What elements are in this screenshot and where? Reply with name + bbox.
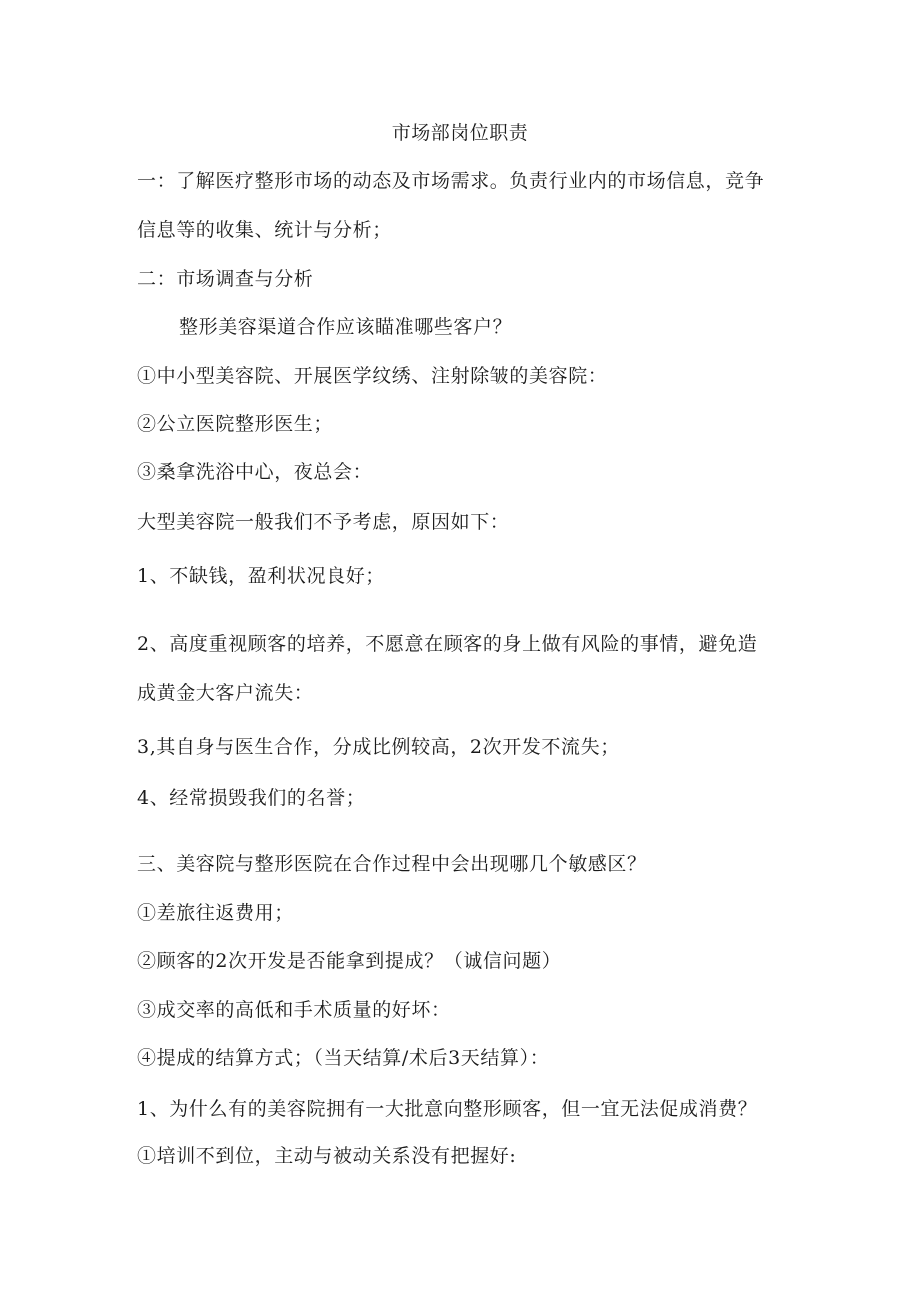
list-item: 2、高度重视顾客的培养，不愿意在顾客的身上做有风险的事情，避免造 [137, 633, 758, 655]
list-item: ①差旅往返费用； [137, 902, 294, 924]
document-title: 市场部岗位职责 [391, 122, 529, 144]
list-item: ①中小型美容院、开展医学纹绣、注射除皱的美容院： [137, 365, 608, 387]
list-item: ④提成的结算方式；（当天结算/术后3天结算）： [137, 1047, 550, 1069]
section-heading: 二：市场调查与分析 [137, 268, 314, 290]
paragraph-line: 成黄金大客户流失： [137, 682, 314, 704]
list-item: ①培训不到位，主动与被动关系没有把握好: [137, 1145, 517, 1167]
list-item: 1、不缺钱，盈利状况良好； [137, 565, 385, 587]
paragraph-line: 大型美容院一般我们不予考虑，原因如下： [137, 511, 510, 533]
section-heading: 三、美容院与整形医院在合作过程中会出现哪几个敏感区？ [137, 853, 647, 875]
subheading: 整形美容渠道合作应该瞄准哪些客户？ [179, 316, 513, 338]
list-item: 1、为什么有的美容院拥有一大批意向整形顾客，但一宜无法促成消费？ [137, 1098, 758, 1120]
list-item: ②公立医院整形医生； [137, 413, 334, 435]
list-item: 4、经常损毁我们的名誉； [137, 787, 366, 809]
list-item: ②顾客的2次开发是否能拿到提成？（诚信问题） [137, 950, 562, 972]
list-item: ③桑拿洗浴中心，夜总会： [137, 461, 373, 483]
list-item: ③成交率的高低和手术质量的好坏： [137, 999, 451, 1021]
list-item: 3,其自身与医生合作，分成比例较高，2次开发不流失； [137, 736, 620, 758]
paragraph-line: 信息等的收集、统计与分析； [137, 219, 392, 241]
paragraph-line: 一：了解医疗整形市场的动态及市场需求。负责行业内的市场信息，竞争 [137, 170, 765, 192]
